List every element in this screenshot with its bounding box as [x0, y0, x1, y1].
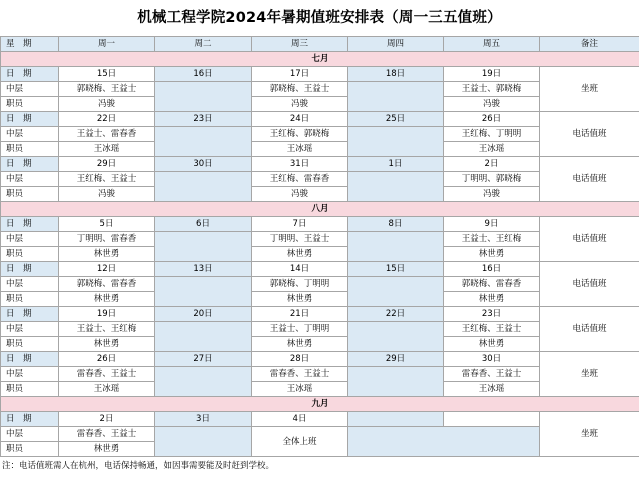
staff-row-label: 职员 [1, 337, 59, 352]
header-day: 周四 [348, 37, 444, 52]
duty-cell: 丁明明、王益士 [252, 232, 348, 247]
month-label: 八月 [1, 202, 639, 217]
date-cell: 14日 [252, 262, 348, 277]
duty-cell [348, 232, 444, 262]
duty-cell [155, 172, 252, 202]
date-cell: 18日 [348, 67, 444, 82]
date-cell: 15日 [348, 262, 444, 277]
date-cell: 6日 [155, 217, 252, 232]
duty-cell: 郭晓梅、雷春香 [59, 277, 155, 292]
month-label: 九月 [1, 397, 639, 412]
date-row [1, 67, 639, 82]
duty-cell: 王益士、丁明明 [252, 322, 348, 337]
month-label: 七月 [1, 52, 639, 67]
date-row-label: 日 期 [1, 112, 59, 127]
date-cell: 23日 [444, 307, 540, 322]
duty-cell: 雷春香、王益士 [252, 367, 348, 382]
week-note: 电话值班 [540, 307, 639, 352]
date-row-label: 日 期 [1, 307, 59, 322]
date-row-label: 日 期 [1, 67, 59, 82]
date-cell: 19日 [59, 307, 155, 322]
staff-cell: 冯骏 [444, 97, 540, 112]
duty-cell [348, 172, 444, 202]
mid-row-label: 中层 [1, 322, 59, 337]
duty-cell [348, 82, 444, 112]
date-cell: 12日 [59, 262, 155, 277]
duty-cell: 王益士、雷春香 [59, 127, 155, 142]
staff-row-label: 职员 [1, 292, 59, 307]
mid-row-label: 中层 [1, 232, 59, 247]
date-row [1, 307, 639, 322]
duty-cell [155, 127, 252, 157]
date-cell: 22日 [348, 307, 444, 322]
date-cell: 29日 [59, 157, 155, 172]
duty-cell [155, 322, 252, 352]
duty-cell [155, 277, 252, 307]
date-row-label: 日 期 [1, 157, 59, 172]
duty-cell: 全体上班 [252, 427, 348, 457]
date-cell: 21日 [252, 307, 348, 322]
date-cell: 7日 [252, 217, 348, 232]
date-cell: 29日 [348, 352, 444, 367]
duty-cell: 王益士、王红梅 [59, 322, 155, 337]
mid-row-label: 中层 [1, 427, 59, 442]
duty-cell: 雷春香、王益士 [444, 367, 540, 382]
duty-cell [155, 367, 252, 397]
duty-cell [348, 127, 444, 157]
date-row [1, 157, 639, 172]
staff-cell: 王冰瑶 [444, 382, 540, 397]
header-row [1, 37, 639, 52]
staff-row-label: 职员 [1, 97, 59, 112]
date-row-label: 日 期 [1, 217, 59, 232]
date-cell: 26日 [444, 112, 540, 127]
date-row [1, 352, 639, 367]
mid-row-label: 中层 [1, 82, 59, 97]
date-cell: 9日 [444, 217, 540, 232]
date-cell: 25日 [348, 112, 444, 127]
date-cell: 26日 [59, 352, 155, 367]
staff-cell: 冯骏 [59, 97, 155, 112]
staff-cell: 冯骏 [59, 187, 155, 202]
date-cell: 20日 [155, 307, 252, 322]
date-cell: 3日 [155, 412, 252, 427]
duty-cell [155, 427, 252, 457]
duty-cell [348, 367, 444, 397]
duty-cell: 雷春香、王益士 [59, 367, 155, 382]
date-cell: 22日 [59, 112, 155, 127]
duty-cell: 郭晓梅、雷春香 [444, 277, 540, 292]
staff-cell: 林世勇 [252, 337, 348, 352]
date-cell: 23日 [155, 112, 252, 127]
date-cell: 30日 [155, 157, 252, 172]
duty-cell [155, 232, 252, 262]
duty-cell: 郭晓梅、王益士 [59, 82, 155, 97]
staff-cell: 林世勇 [252, 247, 348, 262]
mid-row-label: 中层 [1, 367, 59, 382]
header-label: 星 期 [1, 37, 59, 52]
date-row-label: 日 期 [1, 262, 59, 277]
week-note: 电话值班 [540, 217, 639, 262]
date-cell: 28日 [252, 352, 348, 367]
duty-cell [348, 322, 444, 352]
header-day: 周三 [252, 37, 348, 52]
duty-cell: 王红梅、丁明明 [444, 127, 540, 142]
date-cell: 1日 [348, 157, 444, 172]
date-cell: 5日 [59, 217, 155, 232]
page-title: 机械工程学院2024年暑期值班安排表（周一三五值班） [137, 10, 502, 26]
date-row-label: 日 期 [1, 412, 59, 427]
staff-cell: 冯骏 [252, 187, 348, 202]
date-cell [348, 412, 444, 427]
date-cell: 24日 [252, 112, 348, 127]
date-row [1, 262, 639, 277]
duty-cell: 丁明明、郭晓梅 [444, 172, 540, 187]
month-row [1, 397, 639, 412]
week-note: 坐班 [540, 412, 639, 457]
staff-row-label: 职员 [1, 142, 59, 157]
date-row-label: 日 期 [1, 352, 59, 367]
month-row [1, 202, 639, 217]
staff-cell: 林世勇 [59, 247, 155, 262]
date-cell: 2日 [59, 412, 155, 427]
staff-row-label: 职员 [1, 247, 59, 262]
duty-cell: 王红梅、王益士 [444, 322, 540, 337]
date-cell: 8日 [348, 217, 444, 232]
date-cell: 15日 [59, 67, 155, 82]
staff-row-label: 职员 [1, 442, 59, 457]
mid-row-label: 中层 [1, 277, 59, 292]
staff-cell: 林世勇 [444, 247, 540, 262]
duty-cell: 郭晓梅、王益士 [252, 82, 348, 97]
staff-cell: 林世勇 [444, 337, 540, 352]
staff-cell: 冯骏 [252, 97, 348, 112]
mid-row-label: 中层 [1, 127, 59, 142]
duty-cell [155, 82, 252, 112]
staff-cell: 王冰瑶 [252, 142, 348, 157]
duty-cell: 王益士、郭晓梅 [444, 82, 540, 97]
date-cell: 16日 [155, 67, 252, 82]
duty-cell: 丁明明、雷春香 [59, 232, 155, 247]
duty-cell: 王红梅、雷春香 [252, 172, 348, 187]
staff-row-label: 职员 [1, 382, 59, 397]
date-cell: 4日 [252, 412, 348, 427]
week-note: 电话值班 [540, 157, 639, 202]
week-note: 坐班 [540, 352, 639, 397]
date-cell: 16日 [444, 262, 540, 277]
schedule-table [0, 36, 639, 457]
mid-row-label: 中层 [1, 172, 59, 187]
date-row [1, 112, 639, 127]
duty-cell [348, 277, 444, 307]
duty-cell: 王红梅、郭晓梅 [252, 127, 348, 142]
date-row [1, 412, 639, 427]
date-cell: 30日 [444, 352, 540, 367]
staff-cell: 林世勇 [59, 442, 155, 457]
duty-cell: 王益士、王红梅 [444, 232, 540, 247]
date-cell: 2日 [444, 157, 540, 172]
date-cell: 31日 [252, 157, 348, 172]
staff-cell: 林世勇 [59, 337, 155, 352]
header-day: 周二 [155, 37, 252, 52]
duty-cell: 郭晓梅、丁明明 [252, 277, 348, 292]
header-note: 备注 [540, 37, 639, 52]
date-cell: 17日 [252, 67, 348, 82]
date-cell [444, 412, 540, 427]
staff-cell: 冯骏 [444, 187, 540, 202]
week-note: 坐班 [540, 67, 639, 112]
footnote: 注：电话值班需人在杭州，电话保持畅通，如因事需要能及时赶到学校。 [2, 461, 275, 471]
header-day: 周一 [59, 37, 155, 52]
date-cell: 19日 [444, 67, 540, 82]
header-day: 周五 [444, 37, 540, 52]
staff-row-label: 职员 [1, 187, 59, 202]
week-note: 电话值班 [540, 112, 639, 157]
staff-cell: 王冰瑶 [59, 142, 155, 157]
staff-cell: 林世勇 [444, 292, 540, 307]
staff-cell: 王冰瑶 [444, 142, 540, 157]
staff-cell: 王冰瑶 [59, 382, 155, 397]
duty-cell: 雷春香、王益士 [59, 427, 155, 442]
staff-cell: 林世勇 [252, 292, 348, 307]
duty-cell [348, 427, 540, 457]
staff-cell: 林世勇 [59, 292, 155, 307]
month-row [1, 52, 639, 67]
week-note: 电话值班 [540, 262, 639, 307]
staff-cell: 王冰瑶 [252, 382, 348, 397]
duty-cell: 王红梅、王益士 [59, 172, 155, 187]
date-cell: 13日 [155, 262, 252, 277]
date-row [1, 217, 639, 232]
date-cell: 27日 [155, 352, 252, 367]
